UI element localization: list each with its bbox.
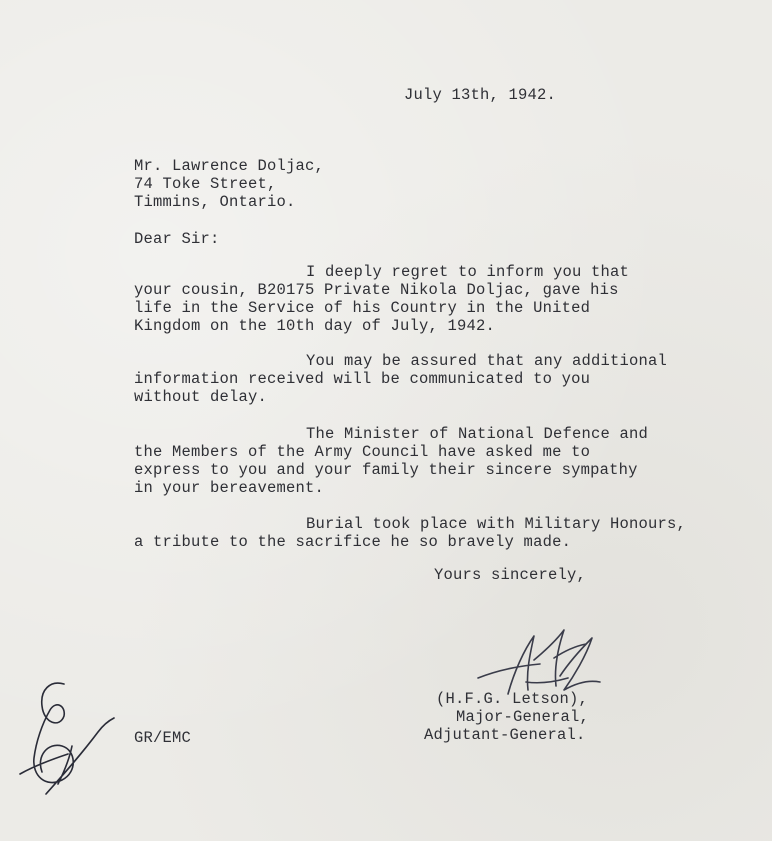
letter-date: July 13th, 1942. xyxy=(404,86,557,104)
paragraph-1-line: Kingdom on the 10th day of July, 1942. xyxy=(134,317,496,335)
signatory-rank: Major-General, xyxy=(456,708,590,726)
paragraph-3-line: the Members of the Army Council have asked me to xyxy=(134,443,591,461)
paragraph-3-line: express to you and your family their sincere sympathy xyxy=(134,461,638,479)
recipient-street: 74 Toke Street, xyxy=(134,175,277,193)
salutation: Dear Sir: xyxy=(134,230,220,248)
paragraph-2-line: You may be assured that any additional xyxy=(306,352,668,370)
paragraph-4-line: Burial took place with Military Honours, xyxy=(306,515,687,533)
paragraph-1-line: life in the Service of his Country in the United xyxy=(134,299,591,317)
paragraph-4-line: a tribute to the sacrifice he so bravely made. xyxy=(134,533,572,551)
recipient-name: Mr. Lawrence Doljac, xyxy=(134,157,325,175)
reference-code: GR/EMC xyxy=(134,729,192,747)
recipient-city: Timmins, Ontario. xyxy=(134,193,296,211)
signatory-name: (H.F.G. Letson), xyxy=(436,690,589,708)
handwritten-initials xyxy=(6,676,118,806)
paragraph-2-line: without delay. xyxy=(134,388,268,406)
paragraph-3-line: in your bereavement. xyxy=(134,479,325,497)
signatory-title: Adjutant-General. xyxy=(424,726,586,744)
paragraph-1-line: I deeply regret to inform you that xyxy=(306,263,630,281)
paragraph-3-line: The Minister of National Defence and xyxy=(306,425,649,443)
paragraph-2-line: information received will be communicated to you xyxy=(134,370,591,388)
closing: Yours sincerely, xyxy=(434,566,587,584)
paragraph-1-line: your cousin, B20175 Private Nikola Doljac, gave his xyxy=(134,281,619,299)
